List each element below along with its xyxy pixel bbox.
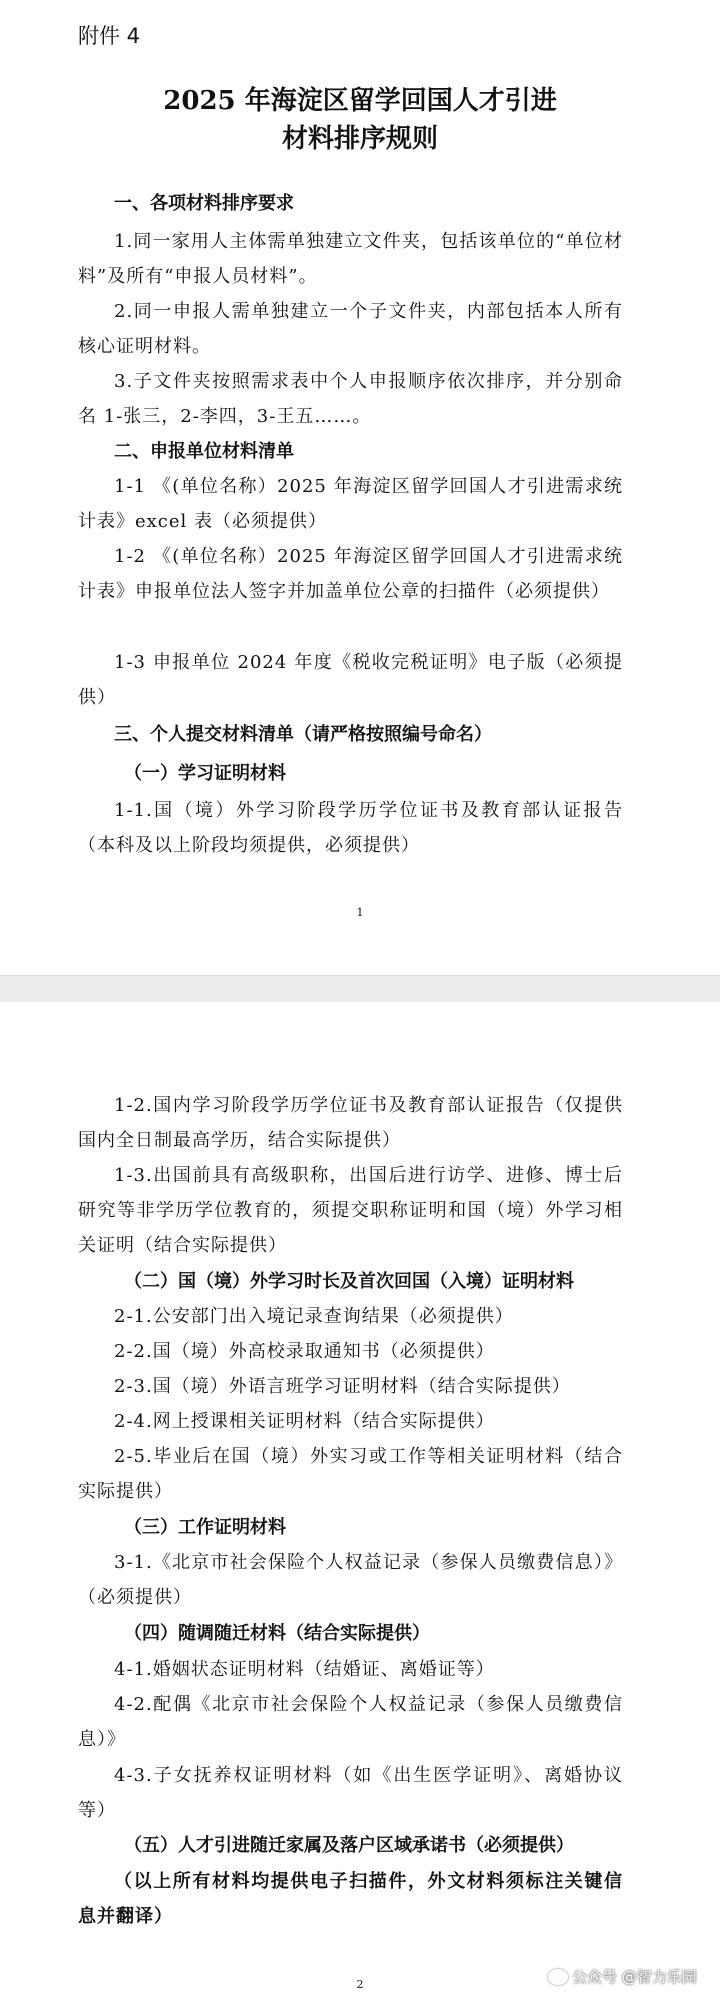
document-title-line-1: 2025 年海淀区留学回国人才引进 (163, 86, 557, 116)
paragraph: 2.同一申报人需单独建立一个子文件夹，内部包括本人所有核心证明材料。 (78, 301, 623, 357)
paragraph: 3-1.《北京市社会保险个人权益记录（参保人员缴费信息）》（必须提供） (78, 1552, 623, 1608)
paragraph: 1-2.国内学习阶段学历学位证书及教育部认证报告（仅提供国内全日制最高学历，结合实际提供） (78, 1095, 623, 1151)
page-number: 1 (356, 906, 364, 919)
paragraph: 4-2.配偶《北京市社会保险个人权益记录（参保人员缴费信息）》 (78, 1694, 623, 1750)
paragraph: 3.子文件夹按照需求表中个人申报顺序依次排序，并分别命名 1-张三，2-李四，3-王五……。 (78, 371, 623, 427)
attachment-label: 附件 4 (78, 24, 141, 48)
paragraph: 2-3.国（境）外语言班学习证明材料（结合实际提供） (114, 1376, 571, 1397)
page-number: 2 (356, 1978, 364, 1991)
subsection-heading: （三）工作证明材料 (124, 1517, 286, 1538)
subsection-heading: （一）学习证明材料 (124, 763, 286, 784)
section-heading-2: 二、申报单位材料清单 (114, 441, 294, 462)
subsection-heading: （四）随调随迁材料（结合实际提供） (124, 1623, 430, 1644)
paragraph: 1-3.出国前具有高级职称，出国后进行访学、进修、博士后研究等非学历学位教育的，须提交职称证明和国（境）外学习相关证明（结合实际提供） (78, 1165, 623, 1256)
paragraph: 1-1.国（境）外学习阶段学历学位证书及教育部认证报告（本科及以上阶段均须提供，必须提供） (78, 800, 623, 856)
document-page-2 (0, 1002, 720, 2005)
paragraph: 1-3 申报单位 2024 年度《税收完税证明》电子版（必须提供） (78, 652, 623, 708)
watermark-text: 公众号 @智力乐园 (572, 1968, 697, 1986)
paragraph: 2-5.毕业后在国（境）外实习或工作等相关证明材料（结合实际提供） (78, 1446, 623, 1502)
page-separator (0, 975, 720, 1003)
subsection-heading: （五）人才引进随迁家属及落户区域承诺书（必须提供） (124, 1835, 574, 1856)
watermark (548, 1966, 697, 1987)
paragraph: 2-2.国（境）外高校录取通知书（必须提供） (114, 1341, 495, 1362)
paragraph: 4-3.子女抚养权证明材料（如《出生医学证明》、离婚协议等） (78, 1765, 623, 1821)
paragraph: 1-1 《(单位名称）2025 年海淀区留学回国人才引进需求统计表》excel 表（必须提供） (78, 476, 623, 532)
paragraph: 2-1.公安部门出入境记录查询结果（必须提供） (114, 1306, 514, 1327)
subsection-heading: （二）国（境）外学习时长及首次回国（入境）证明材料 (124, 1271, 574, 1292)
wechat-icon (548, 1969, 568, 1985)
paragraph: 1-2 《(单位名称）2025 年海淀区留学回国人才引进需求统计表》申报单位法人签字并加盖单位公章的扫描件（必须提供） (78, 546, 623, 602)
document-page-1 (0, 0, 720, 975)
paragraph: 2-4.网上授课相关证明材料（结合实际提供） (114, 1411, 495, 1432)
paragraph: 1.同一家用人主体需单独建立文件夹，包括该单位的“单位材料”及所有“申报人员材料”。 (78, 231, 623, 287)
section-heading-1: 一、各项材料排序要求 (114, 193, 294, 214)
document-title-line-2: 材料排序规则 (281, 124, 438, 154)
paragraph: 4-1.婚姻状态证明材料（结婚证、离婚证等） (114, 1659, 495, 1680)
section-heading-3: 三、个人提交材料清单（请严格按照编号命名） (114, 724, 492, 745)
final-note: （以上所有材料均提供电子扫描件，外文材料须标注关键信息并翻译） (78, 1871, 623, 1927)
